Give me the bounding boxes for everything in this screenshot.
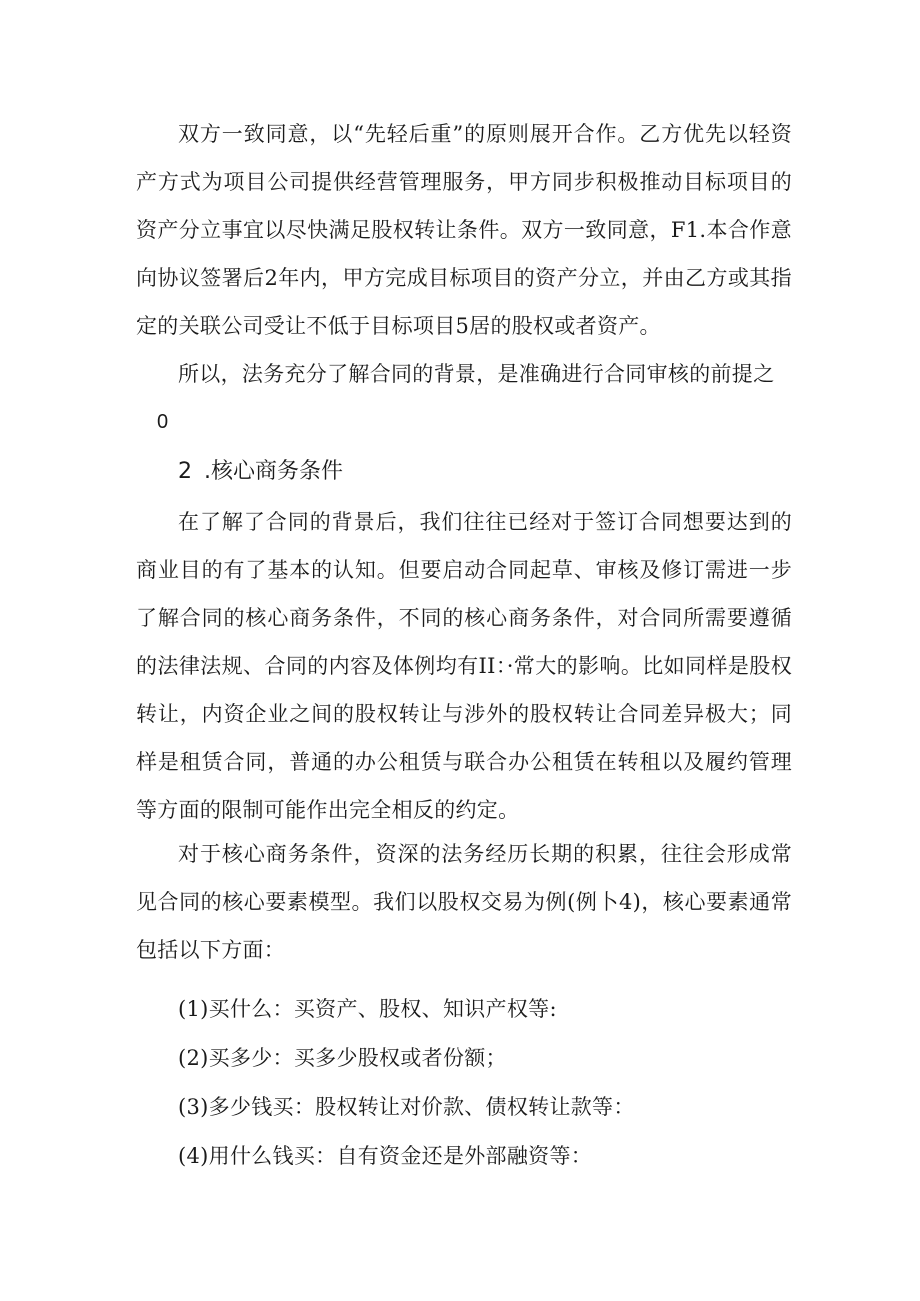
list-item: (4)用什么钱买：自有资金还是外部融资等：	[178, 1144, 593, 1168]
paragraph-core-business-terms: 在了解了合同的背景后，我们往往已经对于签订合同想要达到的商业目的有了基本的认知。但要启动合同起草、审核及修订需进一步了解合同的核心商务条件，不同的核心商务条件，对合同所需要遵循的法律法规、合同的内容及体例均有II：·常大的影响。比如同样是股权转让，内资企业之间的股权转让与涉外的股权转让合同差异极大；同样是租赁合同，普通的办公租赁与联合办公租赁在转租以及履约管理等方面的限制可能作出完全相反的约定。	[136, 510, 792, 822]
stray-character: 0	[157, 411, 169, 433]
list-item: (3)多少钱买：股权转让对价款、债权转让款等：	[178, 1095, 635, 1119]
section-number: 2	[178, 459, 192, 484]
paragraph-legal-background: 所以，法务充分了解合同的背景，是准确进行合同审核的前提之	[178, 362, 775, 386]
section-title: .核心商务条件	[204, 459, 343, 484]
section-heading	[178, 448, 343, 496]
paragraph-core-element-model: 对于核心商务条件，资深的法务经历长期的积累，往往会形成常见合同的核心要素模型。我们以股权交易为例(例卜4)，核心要素通常包括以下方面：	[136, 842, 792, 962]
paragraph-cooperation-principle: 双方一致同意，以“先轻后重”的原则展开合作。乙方优先以轻资产方式为项目公司提供经营管理服务，甲方同步积极推动目标项目的资产分立事宜以尽快满足股权转让条件。双方一致同意，F1.本合作意向协议签署后2年内，甲方完成目标项目的资产分立，并由乙方或其指定的关联公司受让不低于目标项目5居的股权或者资产。	[136, 122, 792, 338]
list-item: (2)买多少：买多少股权或者份额；	[178, 1046, 507, 1070]
list-item: (1)买什么：买资产、股权、知识产权等:	[178, 997, 557, 1021]
